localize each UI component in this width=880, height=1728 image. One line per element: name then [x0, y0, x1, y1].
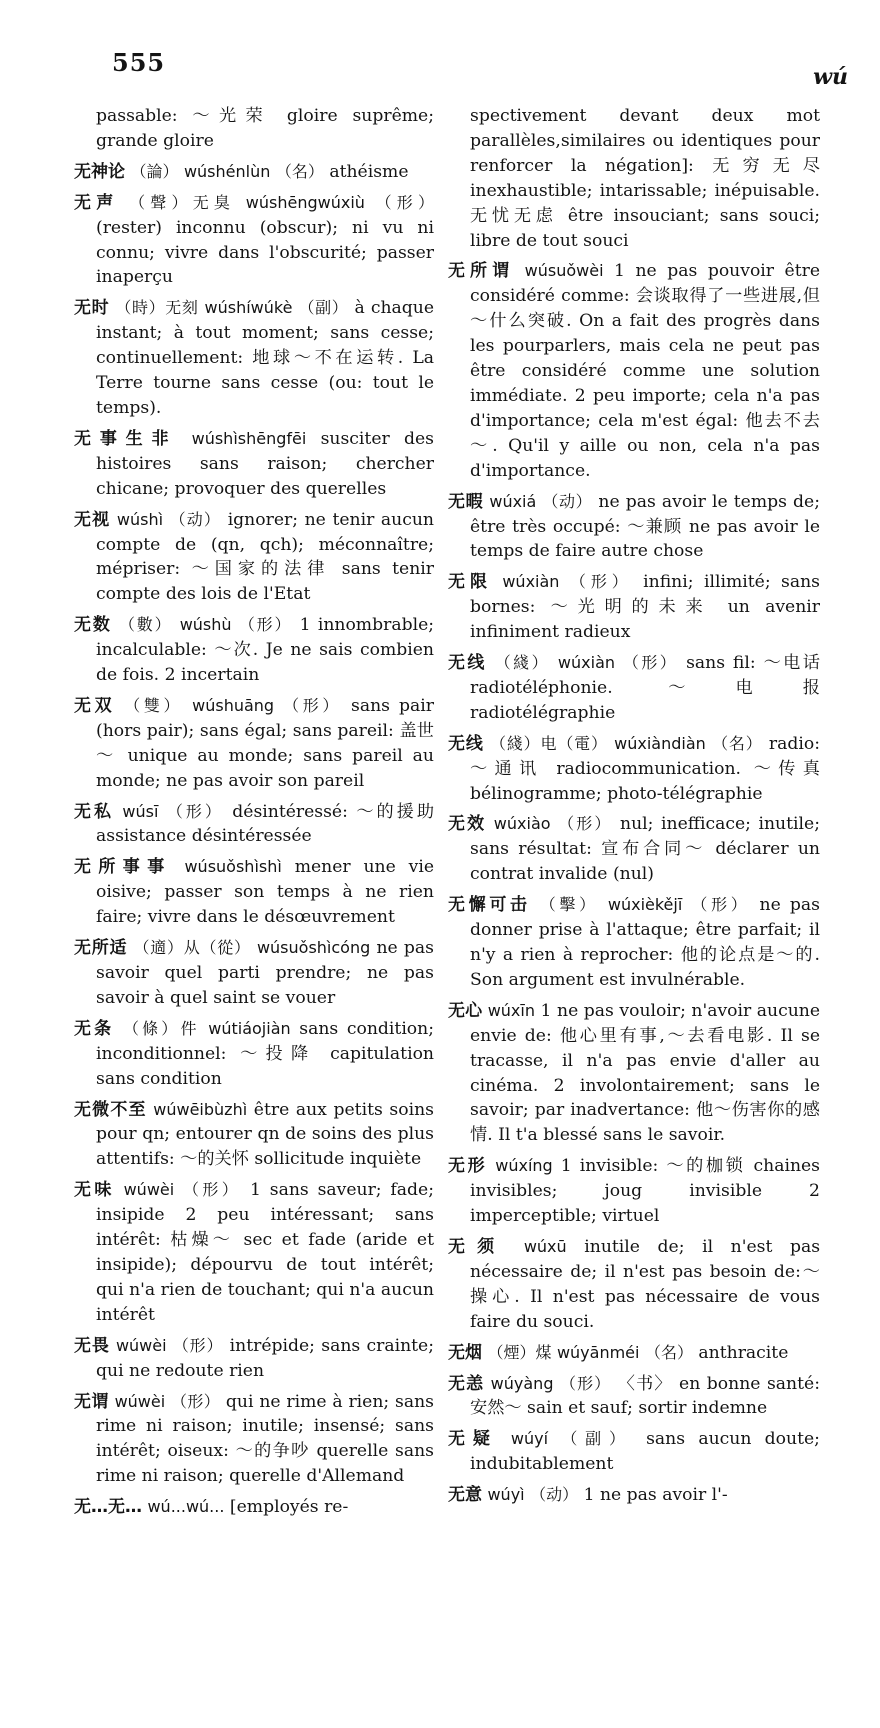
entry-pinyin: wúwèi [123, 1180, 175, 1200]
entry-part-of-speech: （副） [561, 1429, 633, 1449]
entry-definition: athéisme [329, 161, 409, 182]
entry-pinyin: wúshuāng [192, 695, 275, 715]
entry-headword: 无限 [448, 572, 492, 593]
dictionary-entry [448, 1154, 820, 1229]
dictionary-entry [448, 999, 820, 1148]
entry-pinyin: wúxièkějī [607, 895, 683, 915]
entry-pinyin: wúxiàn [502, 572, 560, 592]
dictionary-entry [448, 259, 820, 483]
entry-part-of-speech: （名） [712, 733, 763, 753]
right-column [448, 104, 820, 1514]
entry-definition: à chaque instant; à tout moment; sans cesse; continuellement: 地球～不在运转. La Terre tourne sans cesse (ou: tout le temps). [96, 298, 435, 418]
entry-traditional-form: （綫） [494, 653, 551, 673]
entry-headword: 无须 [448, 1236, 507, 1257]
entry-part-of-speech: （形） [569, 572, 633, 592]
dictionary-entry [74, 1495, 434, 1520]
entry-part-of-speech: （形） [171, 1391, 221, 1411]
entry-headword: 无微不至 [74, 1099, 147, 1120]
entry-definition: passable: ～光荣 gloire suprême; grande gloire [96, 106, 434, 151]
entry-pinyin: wúsī [122, 801, 159, 821]
entry-pinyin: wúshù [179, 615, 232, 635]
entry-definition: 1 sans saveur; fade; insipide 2 peu intéressant; sans intérêt: 枯燥～ sec et fade (aride et insipide); dépourvu de tout intérêt; qui n'a rien de touchant; qui n'a aucun intérêt [96, 1180, 435, 1325]
entry-definition: sans aucun doute; indubitablement [470, 1429, 820, 1475]
entry-headword: 无数 [74, 615, 112, 636]
entry-definition: être aux petits soins pour qn; entourer qn de soins des plus attentifs: ～的关怀 sollicitude inquiète [96, 1099, 434, 1170]
entry-definition: spectivement devant deux mot parallèles,similaires ou identiques pour renforcer la négation]: 无穷无尽 inexhaustible; intarissable; inépuisable. 无忧无虑 être insouciant; sans souci; libre de tout souci [470, 106, 820, 251]
entry-traditional-form: （煙）煤 [487, 1342, 552, 1362]
entry-definition: ne pas avoir le temps de; être très occupé: ～兼顾 ne pas avoir le temps de faire autre chose [470, 491, 820, 562]
entry-definition: sans condition; inconditionnel: ～投降 capitulation sans condition [96, 1018, 435, 1089]
entry-traditional-form: （適）从（從） [133, 938, 251, 958]
entry-pinyin: wútiáojiàn [208, 1018, 291, 1038]
entry-headword: 无声 [74, 192, 119, 213]
entry-part-of-speech: （形） [375, 192, 434, 212]
entry-headword: 无意 [448, 1485, 482, 1506]
entry-headword: 无懈可击 [448, 895, 531, 916]
entry-definition: 1 innombrable; incalculable: ～次. Je ne sais combien de fois. 2 incertain [96, 615, 435, 686]
dictionary-entry [74, 1178, 434, 1327]
entry-continuation [74, 104, 434, 154]
entry-definition: ignorer; ne tenir aucun compte de (qn, qch); méconnaître; mépriser: ～国家的法律 sans tenir compte des lois de l'Etat [96, 509, 434, 605]
entry-traditional-form: （擊） [539, 895, 599, 915]
dictionary-entry [448, 1235, 820, 1335]
entry-definition: inutile de; il n'est pas nécessaire de; il n'est pas besoin de:～操心. Il n'est pas nécessaire de vous faire du souci. [470, 1236, 821, 1332]
entry-part-of-speech: （形） [283, 695, 342, 715]
entry-pinyin: wúxīn [487, 1000, 535, 1020]
entry-pinyin: wú...wú... [147, 1497, 225, 1517]
entry-headword: 无私 [74, 801, 114, 822]
dictionary-entry [74, 694, 434, 794]
entry-headword: 无时 [74, 298, 110, 319]
dictionary-entry [74, 936, 434, 1011]
entry-definition: ne pas savoir quel parti prendre; ne pas savoir à quel saint se vouer [96, 938, 434, 1008]
entry-headword: 无所谓 [448, 261, 515, 282]
page-number: 555 [112, 48, 166, 77]
entry-headword: 无疑 [448, 1429, 498, 1450]
entry-headword: 无事生非 [74, 428, 178, 449]
dictionary-entry [74, 160, 434, 185]
entry-part-of-speech: （副） [298, 298, 349, 318]
entry-part-of-speech: （动） [169, 509, 222, 529]
entry-pinyin: wúxiàn [557, 653, 616, 673]
entry-headword: 无线 [448, 653, 487, 674]
dictionary-entry [448, 490, 820, 565]
entry-headword: 无所适 [74, 938, 128, 959]
entry-pinyin: wúwèi [114, 1391, 166, 1411]
entry-pinyin: wúxíng [495, 1156, 553, 1176]
dictionary-entry [74, 1017, 434, 1092]
entry-definition: nul; inefficace; inutile; sans résultat: 宣布合同～ déclarer un contrat invalide (nul) [470, 814, 820, 885]
dictionary-entry [74, 800, 434, 850]
entry-pinyin: wúshíwúkè [204, 298, 293, 318]
entry-part-of-speech: （形） [183, 1180, 242, 1200]
entry-traditional-form: （時）无刻 [115, 298, 199, 318]
entry-headword: 无视 [74, 509, 111, 530]
entry-part-of-speech: （形） [691, 895, 751, 915]
entry-pinyin: wúxiá [489, 491, 537, 511]
left-column [74, 104, 434, 1526]
dictionary-entry [74, 508, 434, 608]
entry-definition: infini; illimité; sans bornes: ～光明的未来 un avenir infiniment radieux [470, 572, 820, 643]
entry-definition: désintéressé: ～的援助 assistance désintéressée [96, 801, 435, 847]
entry-traditional-form: （數） [118, 615, 173, 635]
entry-definition: 1 ne pas pouvoir être considéré comme: 会谈取得了一些进展,但～什么突破. On a fait des progrès dans les pourparlers, mais cela ne peut pas être considéré comme une solution immédiate. 2 peu importe; cela n'a pas d'importance; cela m'est égal: 他去不去～. Qu'il y aille ou non, cela n'a pas d'importance. [470, 261, 820, 481]
entry-traditional-form: （綫）电（電） [489, 733, 608, 753]
entry-definition: anthracite [698, 1342, 789, 1363]
entry-part-of-speech: （名） [644, 1342, 693, 1362]
dictionary-entry [448, 1427, 820, 1477]
dictionary-entry [448, 732, 820, 807]
entry-definition: 1 invisible: ～的枷锁 chaines invisibles; joug invisible 2 imperceptible; virtuel [470, 1156, 821, 1227]
entry-continuation [448, 104, 820, 253]
entry-definition: 1 ne pas avoir l'- [583, 1485, 728, 1506]
entry-definition: mener une vie oisive; passer son temps à ne rien faire; vivre dans le désœuvrement [96, 857, 435, 928]
entry-part-of-speech: （形） [560, 1373, 612, 1393]
dictionary-entry [74, 296, 434, 421]
entry-definition: (rester) inconnu (obscur); ni vu ni connu; vivre dans l'obscurité; passer inaperçu [96, 217, 434, 288]
entry-headword: 无心 [448, 1000, 483, 1021]
entry-definition: intrépide; sans crainte; qui ne redoute rien [96, 1335, 435, 1381]
dictionary-entry [74, 1098, 434, 1173]
entry-traditional-form: （雙） [124, 695, 184, 715]
entry-pinyin: wúwèi [115, 1335, 167, 1355]
entry-pinyin: wúyānméi [556, 1342, 640, 1362]
entry-definition: sans pair (hors pair); sans égal; sans pareil: 盖世～ unique au monde; sans pareil au monde; ne pas avoir son pareil [96, 695, 434, 791]
entry-headword: 无烟 [448, 1342, 482, 1363]
entry-headword: 无畏 [74, 1335, 110, 1356]
dictionary-entry [448, 651, 820, 726]
entry-headword: 无神论 [74, 161, 125, 182]
entry-headword: 无暇 [448, 491, 484, 512]
entry-part-of-speech: （形） [172, 1335, 224, 1355]
entry-headword: 无味 [74, 1180, 115, 1201]
entry-traditional-form: （聲）无臭 [129, 192, 236, 212]
entry-pinyin: wúsuǒshìcóng [256, 938, 371, 958]
entry-traditional-form: （論） [130, 161, 179, 181]
entry-part-of-speech: （名） [275, 161, 324, 181]
entry-pinyin: wúsuǒwèi [524, 261, 604, 281]
dictionary-entry [74, 1334, 434, 1384]
dictionary-entry [448, 570, 820, 645]
entry-definition: sans fil: ～电话 radiotéléphonie. ～电报 radiotélégraphie [470, 653, 820, 723]
dictionary-entry [74, 427, 434, 502]
dictionary-entry [448, 1483, 820, 1508]
entry-headword: 无形 [448, 1156, 488, 1177]
entry-pinyin: wúsuǒshìshì [184, 857, 282, 877]
dictionary-entry [448, 1372, 820, 1422]
entry-definition: susciter des histoires sans raison; chercher chicane; provoquer des querelles [96, 428, 435, 499]
entry-headword: 无谓 [74, 1391, 109, 1412]
entry-pinyin: wúxū [523, 1236, 567, 1256]
entry-headword: 无效 [448, 814, 487, 835]
entry-part-of-speech: （形） [238, 615, 293, 635]
running-header-word: wú [813, 64, 848, 90]
entry-part-of-speech: （动） [542, 491, 593, 511]
dictionary-entry [74, 1390, 434, 1490]
entry-pinyin: wúshìshēngfēi [191, 428, 307, 448]
dictionary-entry [448, 893, 820, 993]
dictionary-entry [448, 812, 820, 887]
entry-definition: 1 ne pas vouloir; n'avoir aucune envie de: 他心里有事,～去看电影. Il se tracasse, il n'a pas envie d'aller au cinéma. 2 involontairement; sans le savoir; par inadvertance: 他～伤害你的感情. Il t'a blessé sans le savoir. [470, 1000, 821, 1146]
dictionary-entry [74, 191, 434, 291]
entry-headword: 无条 [74, 1018, 115, 1039]
entry-headword: 无所事事 [74, 857, 172, 878]
entry-pinyin: wúyàng [490, 1373, 554, 1393]
entry-part-of-speech: （形） [166, 801, 224, 821]
entry-part-of-speech: （形） [558, 814, 613, 834]
entry-traditional-form: （條）件 [122, 1018, 200, 1038]
entry-definition: qui ne rime à rien; sans rime ni raison; inutile; insensé; sans intérêt; oiseux: ～的争吵 querelle sans rime ni raison; querelle d'Allemand [96, 1391, 434, 1487]
entry-pinyin: wúyí [510, 1429, 549, 1449]
entry-definition: ne pas donner prise à l'attaque; être parfait; il n'y a rien à reprocher: 他的论点是～的. Son argument est invulnérable. [470, 895, 820, 990]
entry-headword: 无双 [74, 695, 116, 716]
dictionary-entry [448, 1341, 820, 1366]
entry-headword: 无恙 [448, 1373, 485, 1394]
entry-definition: radio: ～通讯 radiocommunication. ～传真 bélinogramme; photo-télégraphie [470, 733, 821, 804]
entry-pinyin: wúyì [487, 1485, 525, 1505]
entry-definition: 〈书〉 en bonne santé: 安然～ sain et sauf; sortir indemne [470, 1373, 820, 1419]
entry-pinyin: wúxiào [493, 814, 551, 834]
entry-pinyin: wúshì [116, 509, 164, 529]
entry-headword: 无线 [448, 733, 484, 754]
dictionary-entry [74, 613, 434, 688]
entry-pinyin: wúshénlùn [183, 161, 271, 181]
entry-pinyin: wúwēibùzhì [153, 1099, 248, 1119]
dictionary-entry [74, 855, 434, 930]
entry-headword: 无…无… [74, 1497, 142, 1518]
entry-pinyin: wúxiàndiàn [614, 733, 706, 753]
entry-definition: [employés re- [229, 1497, 349, 1518]
entry-pinyin: wúshēngwúxiù [245, 192, 365, 212]
entry-part-of-speech: （形） [622, 653, 679, 673]
entry-part-of-speech: （动） [530, 1485, 579, 1505]
